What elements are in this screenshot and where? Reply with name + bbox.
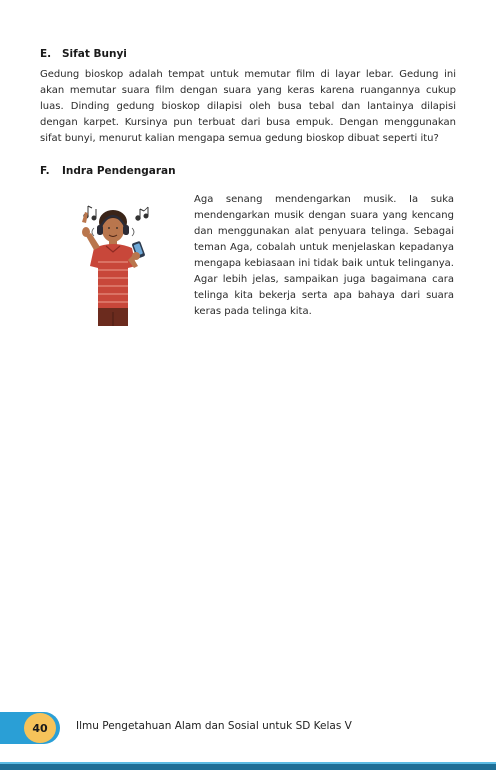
section-f-line: Aga senang mendengarkan musik. Ia suka xyxy=(194,194,454,205)
section-f-line: mengapa kebiasaan ini tidak baik untuk telinganya. xyxy=(194,258,454,269)
boy-listening-music-illustration xyxy=(72,200,162,328)
section-f-line: telinga kita bekerja serta apa bahaya dari suara xyxy=(194,290,454,301)
section-e-line: dengan karpet. Kursinya pun terbuat dari busa empuk. Dengan menggunakan xyxy=(40,117,456,128)
section-f-heading xyxy=(40,165,176,177)
section-f-line: teman Aga, cobalah untuk menjelaskan kepadanya xyxy=(194,242,454,253)
section-f-line: dan menggunakan alat penyuara telinga. Sebagai xyxy=(194,226,454,237)
section-f-letter: F. xyxy=(40,165,50,177)
section-e-heading xyxy=(40,48,127,60)
section-f-title: Indra Pendengaran xyxy=(62,165,176,177)
book-title: Ilmu Pengetahuan Alam dan Sosial untuk SD Kelas V xyxy=(76,720,352,732)
section-f-line: Agar lebih jelas, sampaikan juga bagaimana cara xyxy=(194,274,454,285)
page-number: 40 xyxy=(24,713,56,743)
section-f-line: mendengarkan musik dengan suara yang kencang xyxy=(194,210,454,221)
section-f-line: keras pada telinga kita. xyxy=(194,306,312,317)
section-e-line: Gedung bioskop adalah tempat untuk memutar film di layar lebar. Gedung ini xyxy=(40,69,456,80)
section-e-paragraph xyxy=(40,67,456,147)
section-e-letter: E. xyxy=(40,48,52,60)
section-e-line: luas. Dinding gedung bioskop dilapisi oleh busa tebal dan lantainya dilapisi xyxy=(40,101,456,112)
section-e-title: Sifat Bunyi xyxy=(62,48,127,60)
section-e-line: akan memutar suara film dengan suara yang keras karena ruangannya cukup xyxy=(40,85,456,96)
footer-bar xyxy=(0,764,496,770)
section-e-line: sifat bunyi, menurut kalian mengapa semua gedung bioskop dibuat seperti itu? xyxy=(40,133,439,144)
section-f-paragraph xyxy=(194,192,454,320)
